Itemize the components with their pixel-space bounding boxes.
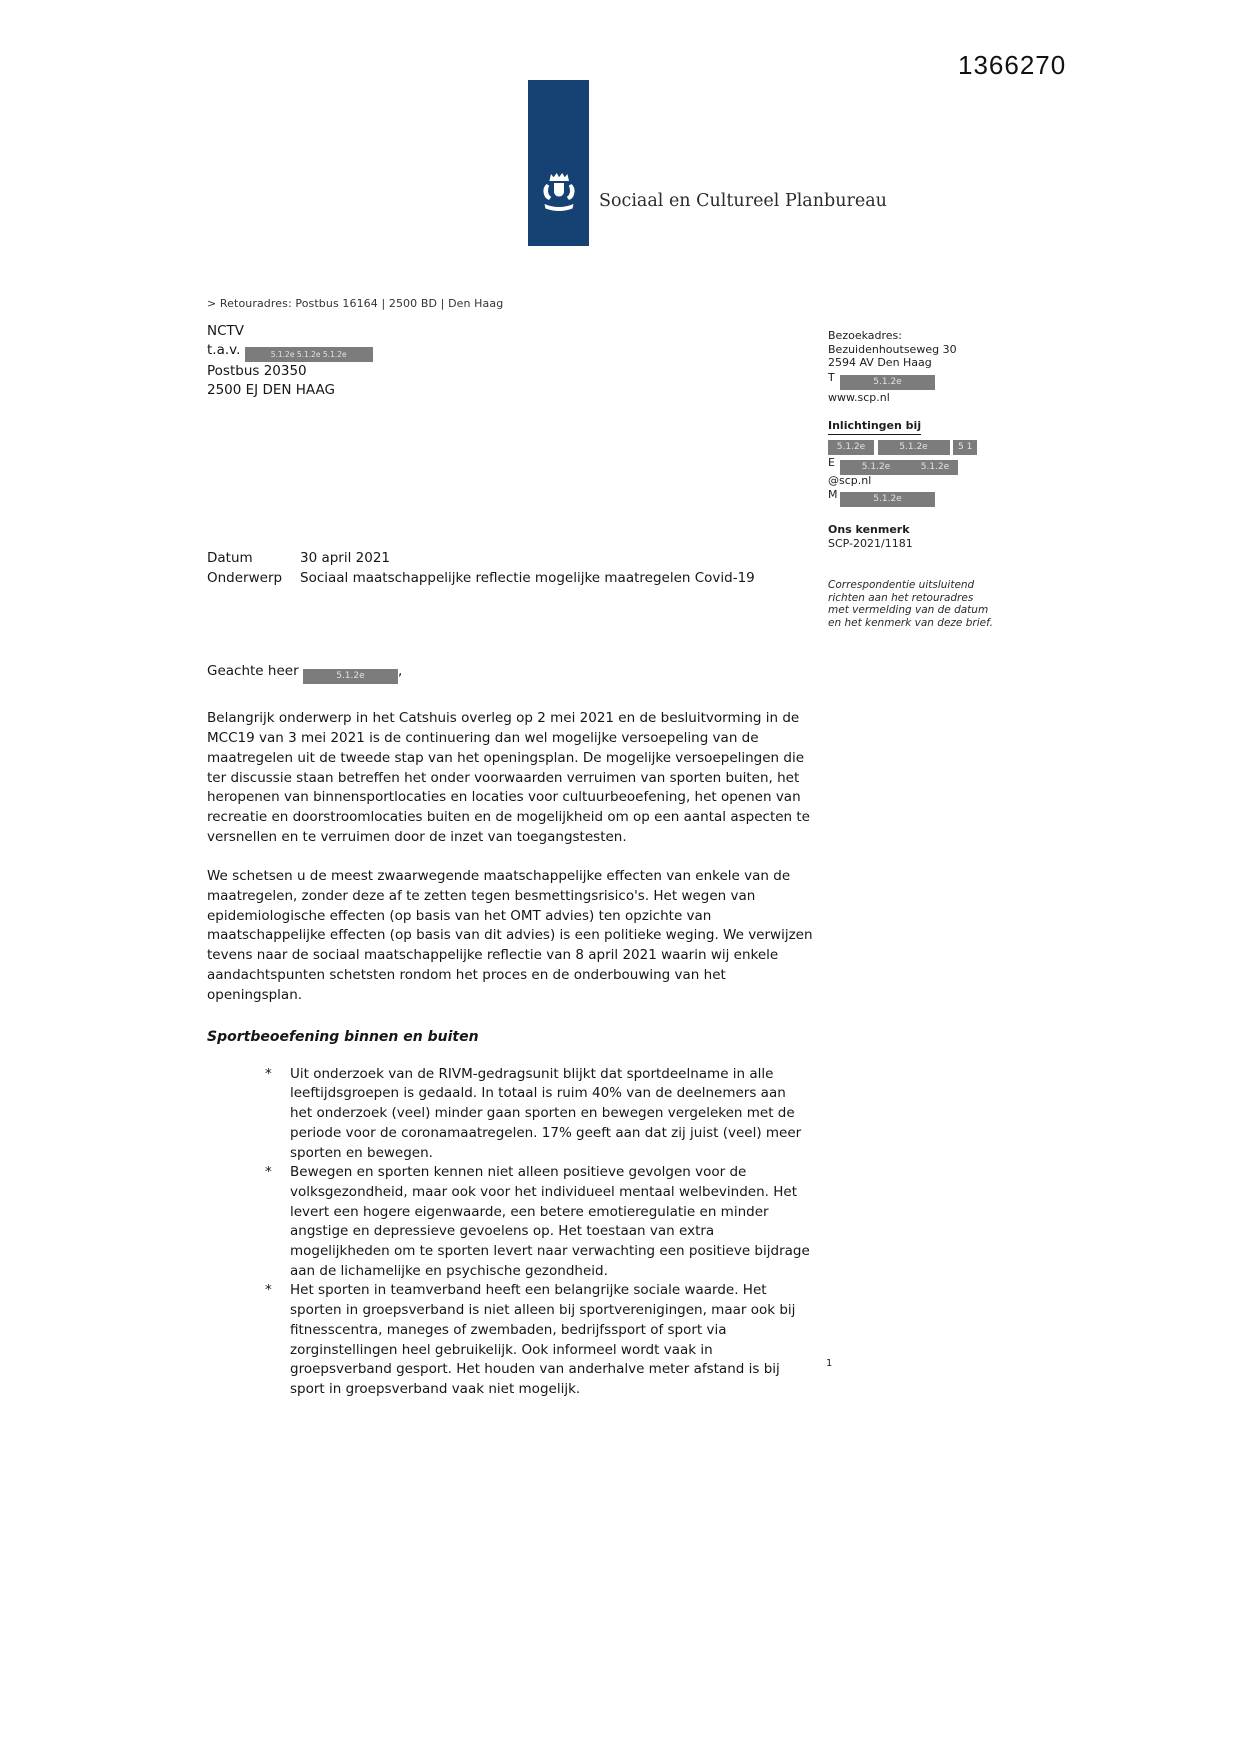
datum-value: 30 april 2021 xyxy=(300,550,391,566)
page-number: 1 xyxy=(826,1358,833,1369)
datum-label: Datum xyxy=(207,550,253,566)
tav-label: t.a.v. xyxy=(207,342,241,358)
salutation-comma: , xyxy=(397,663,403,680)
inlichtingen-redaction-row xyxy=(828,437,993,455)
recipient-block xyxy=(207,322,373,400)
organization-name: Sociaal en Cultureel Planbureau xyxy=(599,191,887,211)
email-redaction-1: 5.1.2e xyxy=(840,460,912,475)
datum-row xyxy=(207,549,819,569)
phone-redaction: 5.1.2e xyxy=(840,375,935,390)
phone-line xyxy=(828,372,993,390)
email-prefix: E xyxy=(828,455,835,469)
bullet-item xyxy=(207,1281,819,1399)
mobile-redaction: 5.1.2e xyxy=(840,492,935,507)
document-number: 1366270 xyxy=(958,50,1067,80)
inlichtingen-redaction-1: 5.1.2e xyxy=(828,440,874,455)
letter-body xyxy=(207,549,819,1400)
bullet-list xyxy=(207,1065,819,1400)
bullet-text: Het sporten in teamverband heeft een belangrijke sociale waarde. Het sporten in groepsverband is niet alleen bij sportverenigingen, maar ook bij fitnesscentra, maneges of zwembaden, bedrijfssport of sport via zorginstellingen heel gebruikelijk. Ook informeel wordt vaak in groepsverband gesport. Het houden van anderhalve meter afstand is bij sport in groepsverband vaak niet mogelijk. xyxy=(290,1282,796,1397)
inlichtingen-redaction-2: 5.1.2e xyxy=(878,440,950,455)
salutation-redaction: 5.1.2e xyxy=(303,669,398,684)
kenmerk-value: SCP-2021/1181 xyxy=(828,536,913,550)
onderwerp-value: Sociaal maatschappelijke reflectie mogelijke maatregelen Covid-19 xyxy=(300,569,755,586)
section-heading: Sportbeoefening binnen en buiten xyxy=(207,1029,479,1046)
paragraph-2: We schetsen u de meest zwaarwegende maatschappelijke effecten van enkele van de maatregelen, zonder deze af te zetten tegen besmettingsrisico's. Het wegen van epidemiologische effecten (op basis van het OMT advies) ten opzichte van maatschappelijke effecten (op basis van dit advies) is een politieke weging. We verwijzen tevens naar de sociaal maatschappelijke reflectie van 8 april 2021 waarin wij enkele aandachtspunten schetsten rondom het proces en de onderbouwing van het openingsplan. xyxy=(207,868,813,1003)
bullet-item xyxy=(207,1163,819,1281)
mobile-line xyxy=(828,489,993,507)
bezoekadres-address-2: 2594 AV Den Haag xyxy=(828,356,932,369)
retouradres-line: > Retouradres: Postbus 16164 | 2500 BD | Den Haag xyxy=(207,297,504,310)
recipient-line-1: NCTV xyxy=(207,323,245,339)
onderwerp-row xyxy=(207,569,819,589)
recipient-line-4: 2500 EJ DEN HAAG xyxy=(207,382,335,398)
correspondence-note: Correspondentie uitsluitend richten aan het retouradres met vermelding van de datum en het kenmerk van deze brief. xyxy=(828,579,993,629)
bullet-item xyxy=(207,1065,819,1164)
bezoekadres-label: Bezoekadres: xyxy=(828,329,902,342)
tav-redaction: 5.1.2e 5.1.2e 5.1.2e xyxy=(245,347,373,362)
salutation-prefix: Geachte heer xyxy=(207,663,299,680)
bezoekadres-address-1: Bezuidenhoutseweg 30 xyxy=(828,342,957,356)
paragraph-1: Belangrijk onderwerp in het Catshuis overleg op 2 mei 2021 en de besluitvorming in de MCC19 van 3 mei 2021 is de continuering dan wel mogelijke versoepeling van de maatregelen uit de tweede stap van het openingsplan. De mogelijke versoepelingen die ter discussie staan betreffen het onder voorwaarden verruimen van sporten buiten, het heropenen van binnensportlocaties en locaties voor cultuurbeoefening, het openen van recreatie en doorstroomlocaties buiten en de mogelijkheid om op een aantal aspecten te versnellen en te verruimen door de inzet van toegangstesten. xyxy=(207,710,810,845)
mobile-prefix: M xyxy=(828,488,838,501)
letterhead-sidebar xyxy=(828,330,993,629)
inlichtingen-label: Inlichtingen bij xyxy=(828,420,993,435)
bullet-text: Bewegen en sporten kennen niet alleen positieve gevolgen voor de volksgezondheid, maar ook voor het individueel mentaal welbevinden. Het levert een hogere eigenwaarde, een betere emotieregulatie en minder angstige en depressieve gevoelens op. Het toestaan van extra mogelijkheden om te sporten levert naar verwachting een positieve bijdrage aan de lichamelijke en psychische gezondheid. xyxy=(290,1164,810,1279)
onderwerp-label: Onderwerp xyxy=(207,569,283,586)
recipient-line-3: Postbus 20350 xyxy=(207,363,307,379)
email-line xyxy=(828,457,993,488)
bullet-marker: * xyxy=(265,1282,272,1299)
rijksoverheid-logo-band xyxy=(528,80,589,246)
email-domain: @scp.nl xyxy=(828,473,872,487)
rijkswapen-icon xyxy=(539,172,579,222)
website-text: www.scp.nl xyxy=(828,390,890,404)
kenmerk-label: Ons kenmerk xyxy=(828,523,910,536)
inlichtingen-redaction-3: 5 1 xyxy=(953,440,977,455)
bullet-text: Uit onderzoek van de RIVM-gedragsunit blijkt dat sportdeelname in alle leeftijdsgroepen is gedaald. In totaal is ruim 40% van de deelnemers aan het onderzoek (veel) minder gaan sporten en bewegen vergeleken met de periode voor de coronamaatregelen. 17% geeft aan dat zij juist (veel) meer sporten en bewegen. xyxy=(290,1065,802,1161)
phone-prefix: T xyxy=(828,370,835,384)
salutation xyxy=(207,662,819,684)
email-redaction-2: 5.1.2e xyxy=(912,460,958,475)
recipient-line-2 xyxy=(207,341,373,362)
bullet-marker: * xyxy=(265,1065,272,1082)
bullet-marker: * xyxy=(265,1164,272,1181)
